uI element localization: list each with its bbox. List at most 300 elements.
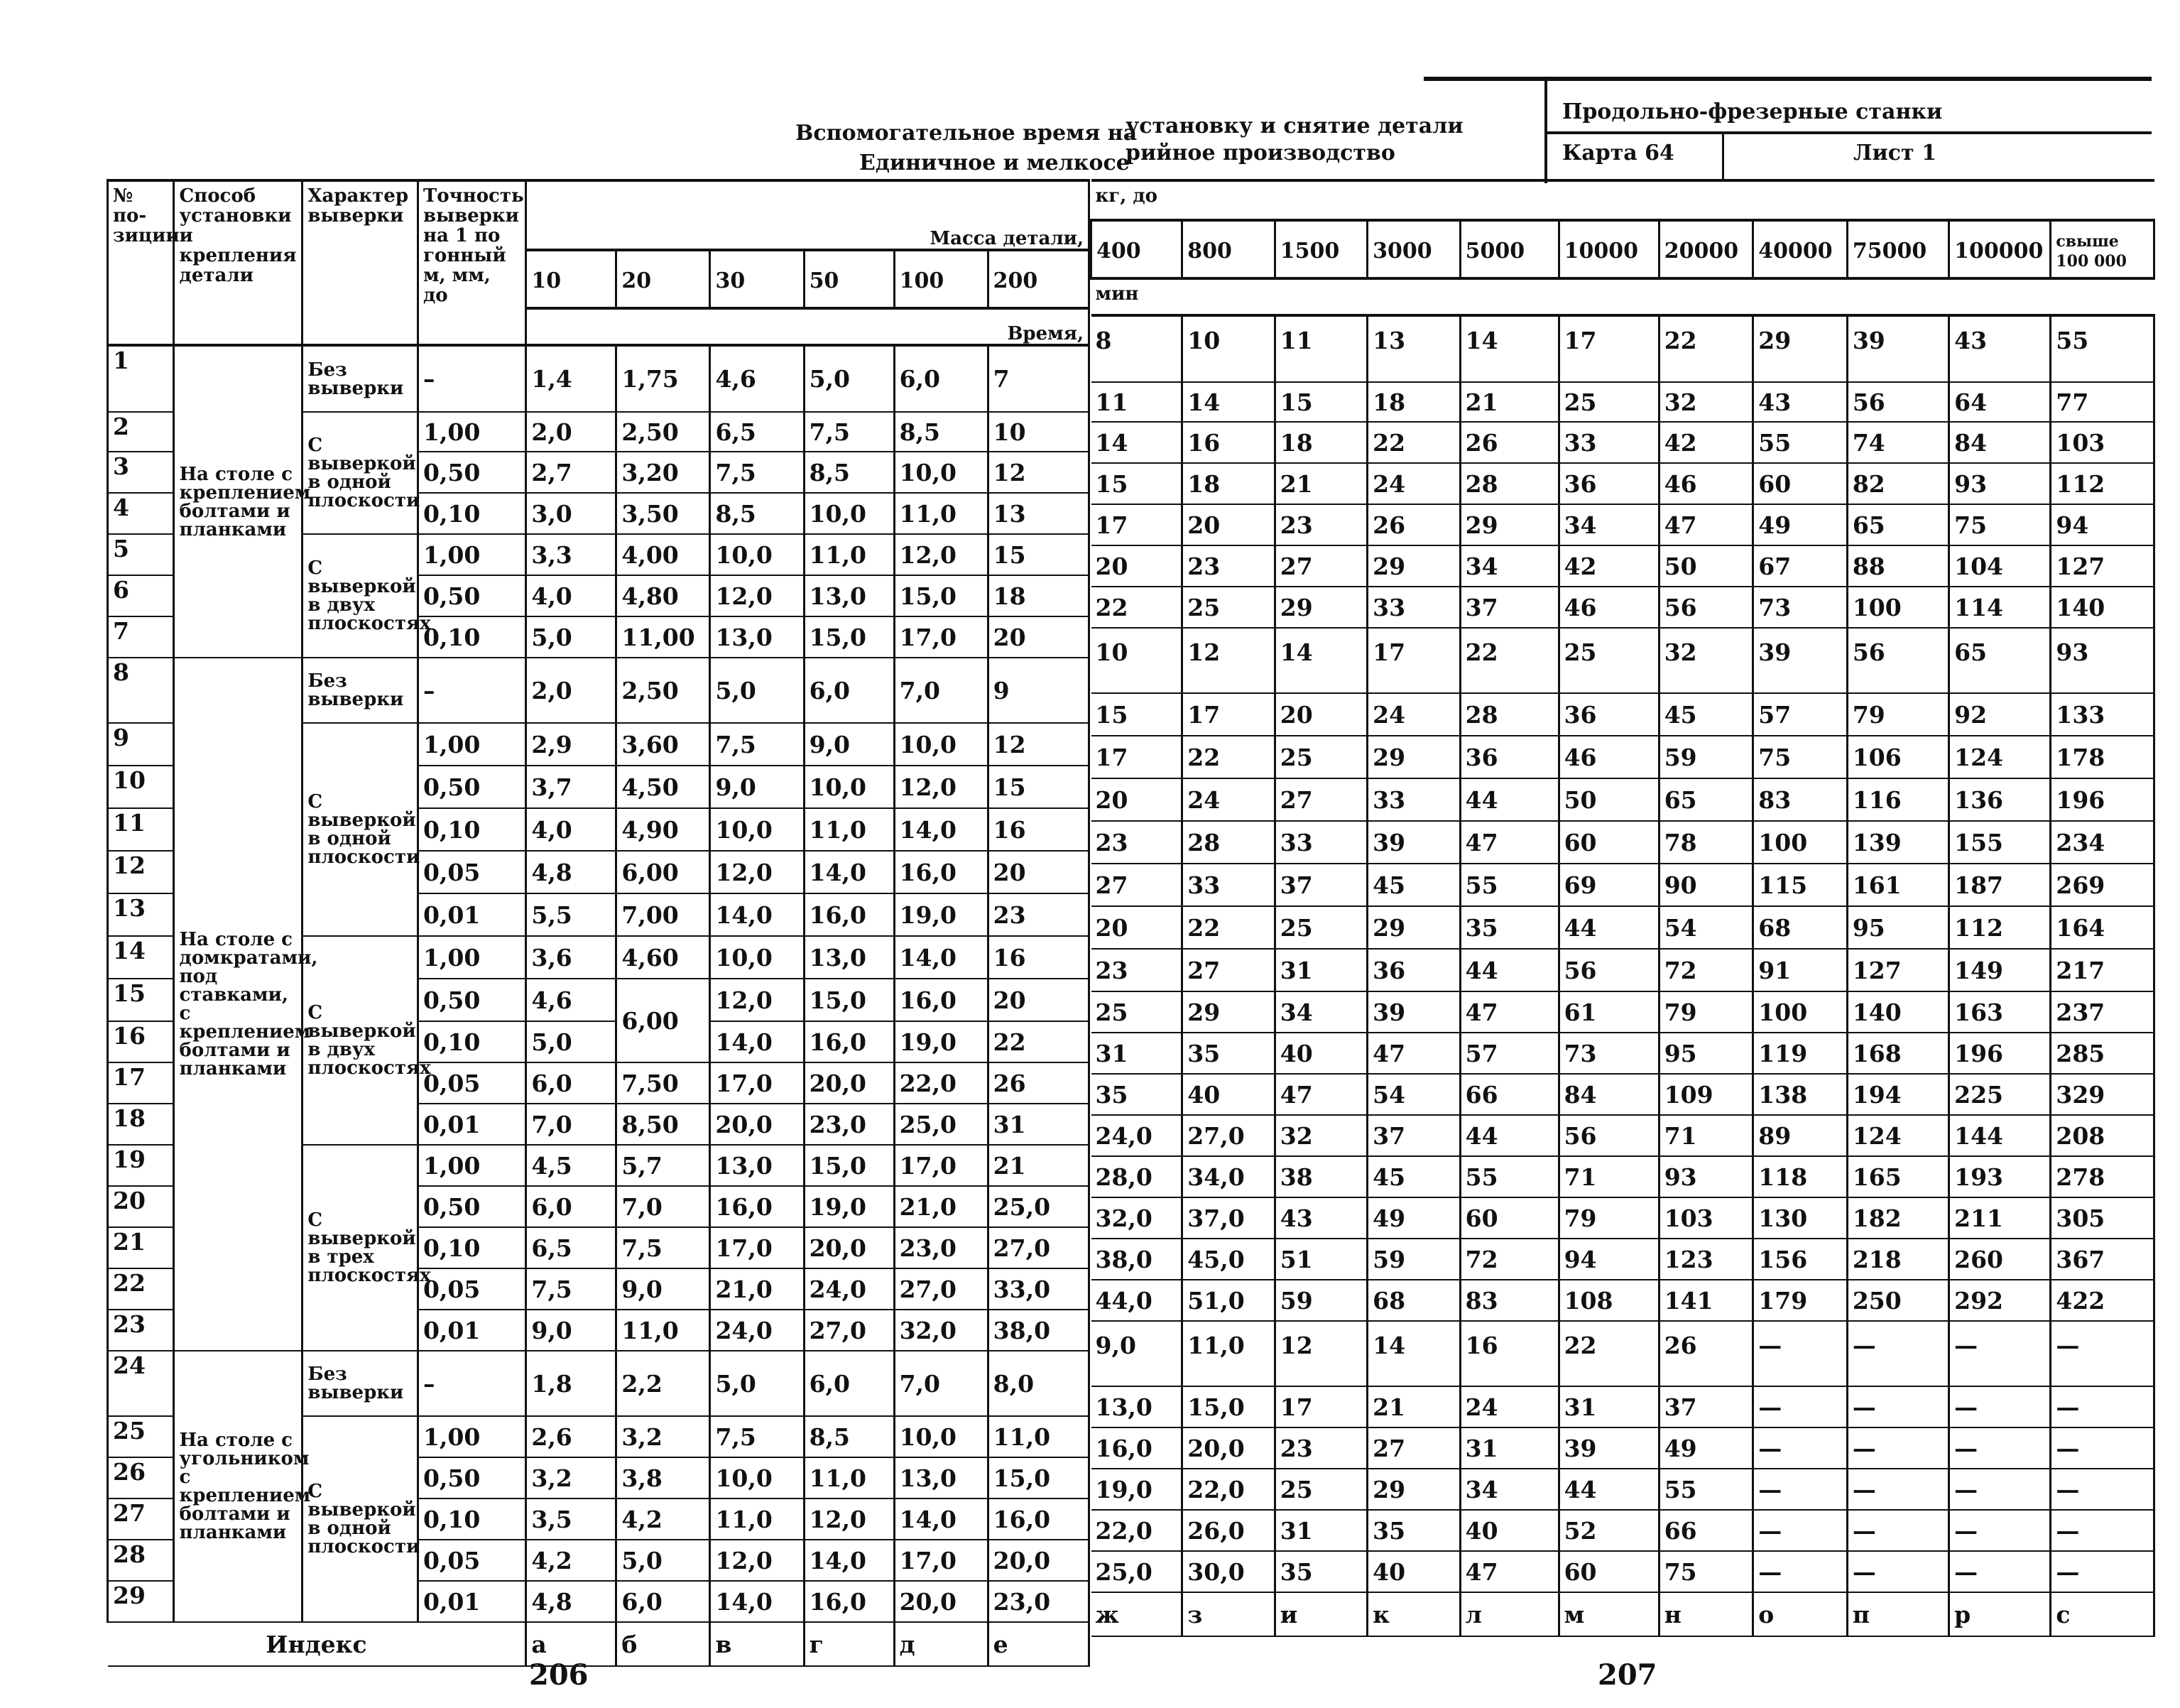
time-value: 22,0 bbox=[1182, 1469, 1275, 1510]
time-value: 50 bbox=[1559, 778, 1659, 821]
time-value: 100 bbox=[1753, 991, 1848, 1033]
time-value: 7,0 bbox=[616, 1186, 710, 1227]
time-value: 54 bbox=[1659, 906, 1753, 949]
time-value: 27,0 bbox=[1182, 1115, 1275, 1156]
time-value: 6,00 bbox=[616, 979, 710, 1062]
time-value: 14,0 bbox=[710, 893, 804, 936]
time-value: — bbox=[1753, 1551, 1848, 1592]
time-value: 77 bbox=[2051, 382, 2154, 422]
accuracy-value: 0,50 bbox=[418, 452, 525, 493]
time-value: 28 bbox=[1182, 821, 1275, 864]
time-value: — bbox=[2051, 1386, 2154, 1427]
table-row bbox=[1091, 1321, 2154, 1386]
index-row bbox=[108, 1622, 1089, 1666]
time-value: 59 bbox=[1659, 736, 1753, 778]
time-value: 7,5 bbox=[710, 723, 804, 766]
time-value: 34 bbox=[1460, 1469, 1559, 1510]
time-value: 83 bbox=[1460, 1280, 1559, 1321]
time-value: 83 bbox=[1753, 778, 1848, 821]
time-value: 292 bbox=[1949, 1280, 2051, 1321]
position-number: 20 bbox=[108, 1186, 174, 1227]
time-value: 20 bbox=[1091, 906, 1182, 949]
time-value: 66 bbox=[1460, 1074, 1559, 1115]
position-number: 9 bbox=[108, 723, 174, 766]
time-value: 21,0 bbox=[710, 1268, 804, 1310]
time-value: 35 bbox=[1091, 1074, 1182, 1115]
time-value: 45 bbox=[1368, 1156, 1460, 1197]
time-value: 165 bbox=[1847, 1156, 1949, 1197]
time-value: 30,0 bbox=[1182, 1551, 1275, 1592]
time-value: 6,0 bbox=[526, 1186, 616, 1227]
time-value: 40 bbox=[1275, 1033, 1367, 1074]
time-value: 15,0 bbox=[804, 616, 894, 658]
accuracy-value: – bbox=[418, 658, 525, 723]
time-value: 9,0 bbox=[526, 1310, 616, 1351]
time-value: 13,0 bbox=[710, 1145, 804, 1186]
index-letter: д bbox=[894, 1622, 988, 1666]
time-value: 7,5 bbox=[526, 1268, 616, 1310]
time-value: 10 bbox=[1182, 315, 1275, 382]
time-value: 16 bbox=[1460, 1321, 1559, 1386]
table-row bbox=[1091, 382, 2154, 422]
time-value: 7,0 bbox=[894, 658, 988, 723]
time-value: 10,0 bbox=[710, 534, 804, 575]
time-value: 2,50 bbox=[616, 658, 710, 723]
accuracy-value: 1,00 bbox=[418, 936, 525, 979]
time-unit-label: мин bbox=[1091, 278, 2154, 315]
time-value: 12,0 bbox=[894, 766, 988, 808]
mass-header-75000: 75000 bbox=[1847, 220, 1949, 278]
index-letter: п bbox=[1847, 1592, 1949, 1636]
time-value: 15 bbox=[1275, 382, 1367, 422]
time-value: 119 bbox=[1753, 1033, 1848, 1074]
time-value: 13,0 bbox=[804, 936, 894, 979]
time-value: 8,0 bbox=[988, 1351, 1089, 1416]
time-value: 15 bbox=[1091, 693, 1182, 736]
time-value: 22 bbox=[988, 1021, 1089, 1062]
table-row bbox=[1091, 545, 2154, 587]
accuracy-value: 0,50 bbox=[418, 979, 525, 1021]
time-value: 34 bbox=[1559, 504, 1659, 545]
time-value: 4,2 bbox=[616, 1498, 710, 1540]
time-value: 16,0 bbox=[710, 1186, 804, 1227]
time-value: 16 bbox=[1182, 422, 1275, 463]
position-number: 29 bbox=[108, 1581, 174, 1622]
time-value: 37 bbox=[1659, 1386, 1753, 1427]
position-number: 23 bbox=[108, 1310, 174, 1351]
time-value: 22 bbox=[1559, 1321, 1659, 1386]
time-value: 27,0 bbox=[804, 1310, 894, 1351]
time-value: 82 bbox=[1847, 463, 1949, 504]
time-value: 44 bbox=[1460, 778, 1559, 821]
time-value: 23 bbox=[988, 893, 1089, 936]
time-value: 10 bbox=[988, 412, 1089, 452]
machine-title: Продольно-фрезерные станки bbox=[1562, 99, 1943, 124]
time-value: 49 bbox=[1368, 1197, 1460, 1239]
time-value: 20,0 bbox=[988, 1540, 1089, 1581]
time-value: — bbox=[1949, 1469, 2051, 1510]
table-row bbox=[1091, 991, 2154, 1033]
time-value: 3,0 bbox=[526, 493, 616, 534]
time-value: 47 bbox=[1460, 821, 1559, 864]
mass-header-10000: 10000 bbox=[1559, 220, 1659, 278]
time-value: 5,0 bbox=[526, 616, 616, 658]
time-value: 118 bbox=[1753, 1156, 1848, 1197]
time-value: 72 bbox=[1659, 949, 1753, 991]
time-value: 19,0 bbox=[894, 893, 988, 936]
time-value: 34,0 bbox=[1182, 1156, 1275, 1197]
table-row bbox=[1091, 504, 2154, 545]
position-number: 13 bbox=[108, 893, 174, 936]
time-value: 11 bbox=[1091, 382, 1182, 422]
time-value: 11 bbox=[1275, 315, 1367, 382]
time-value: 3,20 bbox=[616, 452, 710, 493]
time-value: 12 bbox=[988, 723, 1089, 766]
time-value: 13,0 bbox=[894, 1457, 988, 1498]
time-value: 4,6 bbox=[710, 345, 804, 412]
time-value: 5,7 bbox=[616, 1145, 710, 1186]
time-value: 100 bbox=[1847, 587, 1949, 628]
character-cell: С выверкой в двух плоскостях bbox=[303, 936, 418, 1145]
time-value: 139 bbox=[1847, 821, 1949, 864]
time-value: 24 bbox=[1368, 463, 1460, 504]
time-value: 20 bbox=[1091, 778, 1182, 821]
accuracy-value: 0,10 bbox=[418, 493, 525, 534]
sheet-number: Лист 1 bbox=[1853, 141, 1936, 165]
time-value: 93 bbox=[1659, 1156, 1753, 1197]
time-value: 60 bbox=[1460, 1197, 1559, 1239]
position-number: 26 bbox=[108, 1457, 174, 1498]
time-value: 11,0 bbox=[988, 1416, 1089, 1457]
time-value: 12,0 bbox=[710, 575, 804, 616]
time-value: 21 bbox=[1460, 382, 1559, 422]
time-value: 7,5 bbox=[616, 1227, 710, 1268]
time-value: 193 bbox=[1949, 1156, 2051, 1197]
time-value: — bbox=[2051, 1551, 2154, 1592]
time-value: 92 bbox=[1949, 693, 2051, 736]
time-value: 29 bbox=[1753, 315, 1848, 382]
time-value: 127 bbox=[2051, 545, 2154, 587]
table-row bbox=[108, 658, 1089, 723]
time-value: 7 bbox=[988, 345, 1089, 412]
time-value: 14,0 bbox=[894, 808, 988, 851]
time-value: 52 bbox=[1559, 1510, 1659, 1551]
time-value: 20 bbox=[988, 979, 1089, 1021]
time-value: 56 bbox=[1847, 628, 1949, 693]
time-value: 37 bbox=[1275, 864, 1367, 906]
time-value: 16,0 bbox=[804, 893, 894, 936]
time-value: 6,5 bbox=[526, 1227, 616, 1268]
time-value: 20,0 bbox=[804, 1227, 894, 1268]
time-value: 37 bbox=[1368, 1115, 1460, 1156]
accuracy-value: 0,10 bbox=[418, 808, 525, 851]
time-value: 136 bbox=[1949, 778, 2051, 821]
position-number: 16 bbox=[108, 1021, 174, 1062]
time-value: 127 bbox=[1847, 949, 1949, 991]
time-value: 25,0 bbox=[988, 1186, 1089, 1227]
time-value: 11,0 bbox=[804, 808, 894, 851]
time-value: 46 bbox=[1559, 736, 1659, 778]
time-value: 25 bbox=[1091, 991, 1182, 1033]
page-number-right: 207 bbox=[1598, 1658, 1657, 1692]
time-value: 14 bbox=[1460, 315, 1559, 382]
time-value: 141 bbox=[1659, 1280, 1753, 1321]
time-value: 23 bbox=[1275, 1427, 1367, 1469]
time-value: — bbox=[1949, 1321, 2051, 1386]
time-value: 22 bbox=[1182, 906, 1275, 949]
time-value: 11,0 bbox=[804, 1457, 894, 1498]
time-value: 51,0 bbox=[1182, 1280, 1275, 1321]
time-value: — bbox=[2051, 1510, 2154, 1551]
time-value: 95 bbox=[1847, 906, 1949, 949]
time-value: 140 bbox=[2051, 587, 2154, 628]
time-value: 32 bbox=[1275, 1115, 1367, 1156]
time-value: 27 bbox=[1368, 1427, 1460, 1469]
time-value: 29 bbox=[1368, 906, 1460, 949]
time-value: 20,0 bbox=[1182, 1427, 1275, 1469]
table-row bbox=[1091, 1156, 2154, 1197]
time-value: 5,5 bbox=[526, 893, 616, 936]
time-value: 149 bbox=[1949, 949, 2051, 991]
position-number: 3 bbox=[108, 452, 174, 493]
time-value: 55 bbox=[2051, 315, 2154, 382]
time-value: 33 bbox=[1368, 587, 1460, 628]
index-letter: с bbox=[2051, 1592, 2154, 1636]
time-value: 100 bbox=[1753, 821, 1848, 864]
time-value: 31 bbox=[1460, 1427, 1559, 1469]
card-number: Карта 64 bbox=[1562, 141, 1674, 165]
index-letter: а bbox=[526, 1622, 616, 1666]
index-letter: г bbox=[804, 1622, 894, 1666]
time-value: 26 bbox=[1659, 1321, 1753, 1386]
time-value: 168 bbox=[1847, 1033, 1949, 1074]
time-value: 5,0 bbox=[710, 1351, 804, 1416]
time-value: 47 bbox=[1659, 504, 1753, 545]
time-value: 39 bbox=[1559, 1427, 1659, 1469]
time-value: 13 bbox=[1368, 315, 1460, 382]
time-value: — bbox=[2051, 1321, 2154, 1386]
time-value: 1,4 bbox=[526, 345, 616, 412]
time-value: 33 bbox=[1182, 864, 1275, 906]
accuracy-value: – bbox=[418, 1351, 525, 1416]
time-value: 14 bbox=[1091, 422, 1182, 463]
position-number: 15 bbox=[108, 979, 174, 1021]
time-value: — bbox=[1753, 1427, 1848, 1469]
time-value: — bbox=[1949, 1510, 2051, 1551]
mass-header-20: 20 bbox=[616, 250, 710, 308]
character-cell: С выверкой в двух плоскостях bbox=[303, 534, 418, 658]
time-value: 269 bbox=[2051, 864, 2154, 906]
time-value: 15 bbox=[988, 766, 1089, 808]
index-letter: б bbox=[616, 1622, 710, 1666]
accuracy-value: 0,10 bbox=[418, 1498, 525, 1540]
time-value: 20 bbox=[1182, 504, 1275, 545]
time-value: 35 bbox=[1368, 1510, 1460, 1551]
time-value: 163 bbox=[1949, 991, 2051, 1033]
time-value: 12,0 bbox=[710, 851, 804, 893]
time-value: 79 bbox=[1559, 1197, 1659, 1239]
time-value: 55 bbox=[1659, 1469, 1753, 1510]
time-value: 5,0 bbox=[804, 345, 894, 412]
time-value: 73 bbox=[1753, 587, 1848, 628]
time-value: 60 bbox=[1559, 1551, 1659, 1592]
table-row bbox=[1091, 422, 2154, 463]
time-value: 10,0 bbox=[804, 493, 894, 534]
time-value: 112 bbox=[1949, 906, 2051, 949]
time-value: 10 bbox=[1091, 628, 1182, 693]
time-value: 23 bbox=[1182, 545, 1275, 587]
table-row bbox=[1091, 1280, 2154, 1321]
time-value: 103 bbox=[2051, 422, 2154, 463]
time-value: 18 bbox=[988, 575, 1089, 616]
time-value: 33 bbox=[1559, 422, 1659, 463]
time-value: 140 bbox=[1847, 991, 1949, 1033]
time-value: 66 bbox=[1659, 1510, 1753, 1551]
time-value: 43 bbox=[1949, 315, 2051, 382]
col-header-position: № по- зиции bbox=[108, 180, 174, 345]
table-row bbox=[1091, 315, 2154, 382]
time-value: 59 bbox=[1275, 1280, 1367, 1321]
position-number: 27 bbox=[108, 1498, 174, 1540]
position-number: 5 bbox=[108, 534, 174, 575]
col-header-time: Время, bbox=[526, 308, 1089, 345]
time-value: 43 bbox=[1753, 382, 1848, 422]
time-value: 36 bbox=[1368, 949, 1460, 991]
time-value: 35 bbox=[1275, 1551, 1367, 1592]
time-value: 9,0 bbox=[616, 1268, 710, 1310]
col-header-character: Характер выверки bbox=[303, 180, 418, 345]
time-value: 10,0 bbox=[710, 808, 804, 851]
time-value: 23,0 bbox=[988, 1581, 1089, 1622]
index-row bbox=[1091, 1592, 2154, 1636]
time-value: 15,0 bbox=[988, 1457, 1089, 1498]
mass-header-20000: 20000 bbox=[1659, 220, 1753, 278]
time-value: 61 bbox=[1559, 991, 1659, 1033]
mass-header-свыше-100-000: свыше 100 000 bbox=[2051, 220, 2154, 278]
time-value: 3,6 bbox=[526, 936, 616, 979]
time-value: 50 bbox=[1659, 545, 1753, 587]
time-value: 65 bbox=[1847, 504, 1949, 545]
mass-header-1500: 1500 bbox=[1275, 220, 1367, 278]
time-value: 21,0 bbox=[894, 1186, 988, 1227]
time-value: 2,0 bbox=[526, 658, 616, 723]
time-value: 36 bbox=[1559, 693, 1659, 736]
time-value: 4,00 bbox=[616, 534, 710, 575]
time-value: 23,0 bbox=[894, 1227, 988, 1268]
time-value: 24,0 bbox=[710, 1310, 804, 1351]
left-time-table bbox=[107, 179, 1090, 1667]
time-value: 59 bbox=[1368, 1239, 1460, 1280]
index-letter: е bbox=[988, 1622, 1089, 1666]
method-cell: На столе с угольником с креплением болтами и планками bbox=[174, 1351, 303, 1622]
col-header-mass: Масса детали, bbox=[526, 180, 1089, 250]
time-value: 94 bbox=[1559, 1239, 1659, 1280]
time-value: 106 bbox=[1847, 736, 1949, 778]
mass-header-40000: 40000 bbox=[1753, 220, 1848, 278]
time-value: 32,0 bbox=[894, 1310, 988, 1351]
table-row bbox=[1091, 1197, 2154, 1239]
time-value: 7,5 bbox=[804, 412, 894, 452]
table-row bbox=[108, 345, 1089, 412]
right-header-line2: рийное производство bbox=[1126, 141, 1395, 165]
time-value: 12 bbox=[1182, 628, 1275, 693]
time-value: 14,0 bbox=[710, 1021, 804, 1062]
time-value: 2,6 bbox=[526, 1416, 616, 1457]
time-value: 90 bbox=[1659, 864, 1753, 906]
time-value: 37,0 bbox=[1182, 1197, 1275, 1239]
position-number: 28 bbox=[108, 1540, 174, 1581]
time-value: 28 bbox=[1460, 693, 1559, 736]
time-value: 55 bbox=[1753, 422, 1848, 463]
time-value: 9,0 bbox=[1091, 1321, 1182, 1386]
time-value: 6,0 bbox=[616, 1581, 710, 1622]
time-value: 25 bbox=[1275, 1469, 1367, 1510]
time-value: 56 bbox=[1559, 1115, 1659, 1156]
index-letter: м bbox=[1559, 1592, 1659, 1636]
time-value: 26 bbox=[1368, 504, 1460, 545]
time-value: 17,0 bbox=[894, 1540, 988, 1581]
time-value: 16 bbox=[988, 936, 1089, 979]
time-value: 24 bbox=[1182, 778, 1275, 821]
time-value: 16 bbox=[988, 808, 1089, 851]
time-value: 20 bbox=[988, 616, 1089, 658]
time-value: 156 bbox=[1753, 1239, 1848, 1280]
time-value: — bbox=[1847, 1469, 1949, 1510]
time-value: — bbox=[1847, 1321, 1949, 1386]
time-value: 40 bbox=[1460, 1510, 1559, 1551]
col-header-accuracy: Точность выверки на 1 по гонный м, мм, до bbox=[418, 180, 525, 345]
time-value: 21 bbox=[1275, 463, 1367, 504]
time-value: 7,50 bbox=[616, 1062, 710, 1104]
mass-header-5000: 5000 bbox=[1460, 220, 1559, 278]
time-value: 5,0 bbox=[526, 1021, 616, 1062]
time-value: 27 bbox=[1182, 949, 1275, 991]
accuracy-value: 1,00 bbox=[418, 723, 525, 766]
time-value: 44,0 bbox=[1091, 1280, 1182, 1321]
position-number: 19 bbox=[108, 1145, 174, 1186]
time-value: 29 bbox=[1368, 545, 1460, 587]
table-row bbox=[1091, 628, 2154, 693]
accuracy-value: 0,01 bbox=[418, 1581, 525, 1622]
time-value: 20,0 bbox=[804, 1062, 894, 1104]
time-value: 22 bbox=[1091, 587, 1182, 628]
accuracy-value: 0,05 bbox=[418, 1268, 525, 1310]
time-value: 3,7 bbox=[526, 766, 616, 808]
time-value: 89 bbox=[1753, 1115, 1848, 1156]
time-value: 12,0 bbox=[710, 1540, 804, 1581]
position-number: 2 bbox=[108, 412, 174, 452]
time-value: 45 bbox=[1659, 693, 1753, 736]
time-value: 11,00 bbox=[616, 616, 710, 658]
time-value: 225 bbox=[1949, 1074, 2051, 1115]
time-value: 6,00 bbox=[616, 851, 710, 893]
time-value: 68 bbox=[1753, 906, 1848, 949]
time-value: 6,0 bbox=[804, 658, 894, 723]
time-value: 144 bbox=[1949, 1115, 2051, 1156]
time-value: 23 bbox=[1275, 504, 1367, 545]
time-value: 4,8 bbox=[526, 851, 616, 893]
time-value: 21 bbox=[1368, 1386, 1460, 1427]
right-page-207 bbox=[1090, 0, 2180, 1708]
time-value: 26 bbox=[988, 1062, 1089, 1104]
time-value: 28,0 bbox=[1091, 1156, 1182, 1197]
time-value: 8,5 bbox=[710, 493, 804, 534]
time-value: 17 bbox=[1182, 693, 1275, 736]
time-value: 133 bbox=[2051, 693, 2154, 736]
time-value: 5,0 bbox=[616, 1540, 710, 1581]
accuracy-value: 0,10 bbox=[418, 616, 525, 658]
time-value: 103 bbox=[1659, 1197, 1753, 1239]
